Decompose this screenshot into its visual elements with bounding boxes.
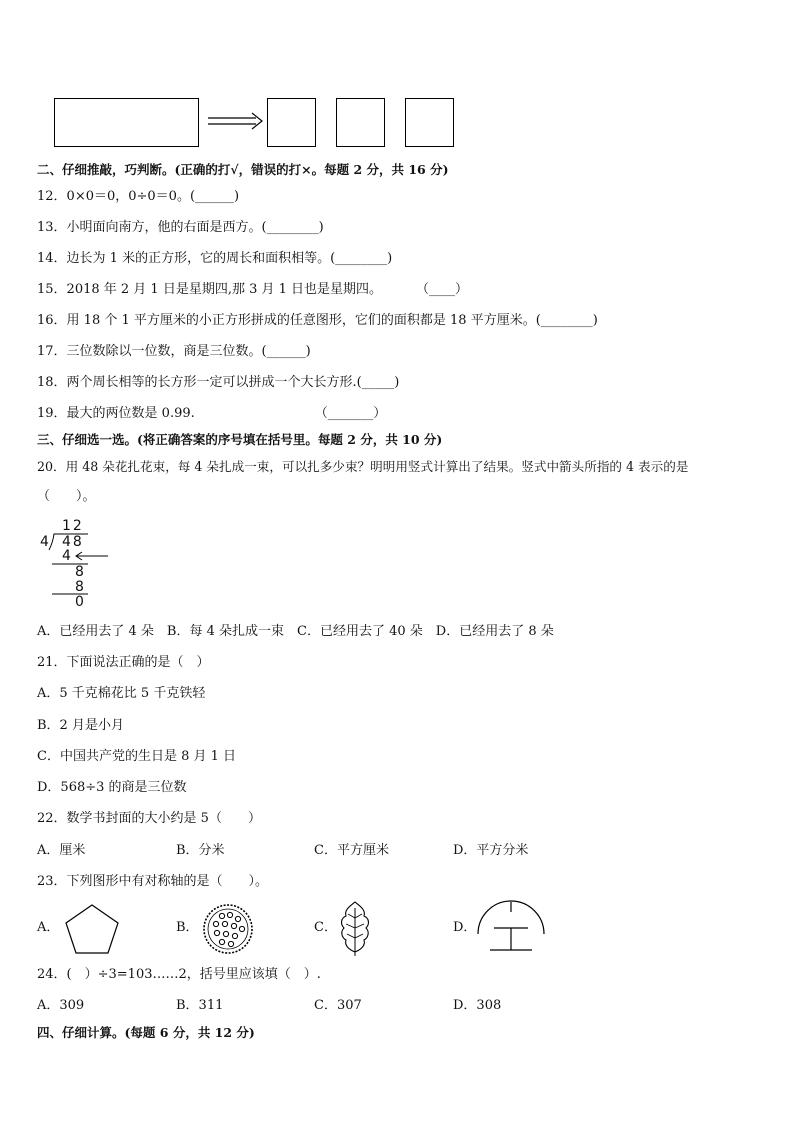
rectangle-shape	[54, 98, 199, 147]
paren-close: )	[318, 220, 324, 235]
q23-option-a[interactable]: A．	[37, 920, 60, 935]
q24-option-b[interactable]: B．311	[176, 998, 224, 1013]
question-text: 12．0×0＝0，0÷0＝0。(	[37, 189, 196, 204]
answer-blank[interactable]: ________	[540, 313, 593, 328]
round-cookie-icon	[202, 903, 254, 955]
q21-option-d[interactable]: D．568÷3 的商是三位数	[37, 780, 187, 795]
answer-blank[interactable]: ________	[335, 251, 388, 266]
judge-item-12	[37, 189, 239, 205]
square-shape-2	[336, 98, 385, 147]
q24-stem: 24．( ）÷3=103……2，括号里应该填（ ）.	[37, 967, 321, 982]
q21-option-c[interactable]: C．中国共产党的生日是 8 月 1 日	[37, 749, 237, 764]
question-text: 15．2018 年 2 月 1 日是星期四,那 3 月 1 日也是星期四。	[37, 282, 383, 297]
q20-stem: 20．用 48 朵花扎花束，每 4 朵扎成一束，可以扎多少束？明明用竖式计算出了结果。竖式中箭头所指的 4 表示的是	[37, 459, 689, 474]
q24-option-d[interactable]: D．308	[453, 998, 502, 1013]
step-2: 8	[75, 564, 84, 580]
judge-item-18	[37, 375, 399, 391]
q21-stem: 21．下面说法正确的是（ ）	[37, 655, 210, 670]
question-text: 16．用 18 个 1 平方厘米的小正方形拼成的任意图形，它们的面积都是 18 平方厘米。(	[37, 313, 541, 328]
q22-option-d[interactable]: D．平方分米	[453, 843, 529, 858]
square-shape-1	[267, 98, 316, 147]
q20-options: A．已经用去了 4 朵 B．每 4 朵扎成一束 C．已经用去了 40 朵 D．已经用去了 8 朵	[37, 624, 554, 639]
section-4-heading: 四、仔细计算。(每题 6 分，共 12 分)	[37, 1025, 255, 1040]
double-arrow-icon	[208, 112, 264, 130]
leaf-icon	[338, 900, 372, 956]
q20-stem-paren: （ ）。	[37, 489, 96, 504]
q22-option-a[interactable]: A．厘米	[37, 843, 86, 858]
pentagon-icon	[64, 903, 120, 955]
paren-close: )	[592, 313, 598, 328]
q23-option-d[interactable]: D．	[453, 920, 477, 935]
q22-stem: 22．数学书封面的大小约是 5（ ）	[37, 811, 261, 826]
answer-blank[interactable]: （____）	[416, 282, 469, 297]
section-3-heading: 三、仔细选一选。(将正确答案的序号填在括号里。每题 2 分，共 10 分)	[37, 432, 443, 447]
q21-option-b[interactable]: B．2 月是小月	[37, 718, 124, 733]
question-text: 14．边长为 1 米的正方形，它的周长和面积相等。(	[37, 251, 336, 266]
answer-blank[interactable]: _____	[361, 375, 395, 390]
paren-close: )	[234, 189, 240, 204]
square-shape-3	[405, 98, 454, 147]
step-3: 8	[75, 579, 84, 595]
long-division-figure	[38, 518, 118, 613]
section-2-heading: 二、仔细推敲，巧判断。(正确的打√，错误的打×。每题 2 分，共 16 分)	[37, 162, 449, 177]
q22-option-b[interactable]: B．分米	[176, 843, 225, 858]
divisor: 4	[40, 534, 49, 550]
judge-item-14	[37, 251, 392, 267]
division-lines	[38, 518, 118, 613]
q22-option-c[interactable]: C．平方厘米	[314, 843, 389, 858]
question-text: 13．小明面向南方，他的右面是西方。(	[37, 220, 267, 235]
q23-stem: 23．下列图形中有对称轴的是（ ）。	[37, 874, 269, 889]
paren-close: )	[394, 375, 400, 390]
judge-item-19	[37, 406, 386, 422]
q21-option-a[interactable]: A．5 千克棉花比 5 千克铁轻	[37, 686, 206, 701]
remainder: 0	[75, 594, 84, 610]
q23-option-c[interactable]: C．	[314, 920, 337, 935]
answer-blank[interactable]: ________	[266, 220, 319, 235]
q24-option-c[interactable]: C．307	[314, 998, 362, 1013]
judge-item-16	[37, 313, 598, 329]
paren-close: )	[305, 344, 311, 359]
judge-item-13	[37, 220, 324, 236]
quotient: 12	[62, 518, 84, 534]
judge-item-15	[37, 282, 468, 298]
question-text: 18．两个周长相等的长方形一定可以拼成一个大长方形.(	[37, 375, 362, 390]
step-1: 4	[62, 548, 71, 564]
question-text: 19．最大的两位数是 0.99.	[37, 406, 195, 421]
question-text: 17．三位数除以一位数，商是三位数。(	[37, 344, 267, 359]
answer-blank[interactable]: （_______）	[314, 406, 387, 421]
arch-gate-icon	[476, 900, 546, 956]
q23-option-b[interactable]: B．	[176, 920, 199, 935]
answer-blank[interactable]: ______	[266, 344, 306, 359]
dividend: 48	[62, 534, 84, 550]
answer-blank[interactable]: ______	[195, 189, 235, 204]
q24-option-a[interactable]: A．309	[37, 998, 85, 1013]
paren-close: )	[387, 251, 393, 266]
judge-item-17	[37, 344, 311, 360]
